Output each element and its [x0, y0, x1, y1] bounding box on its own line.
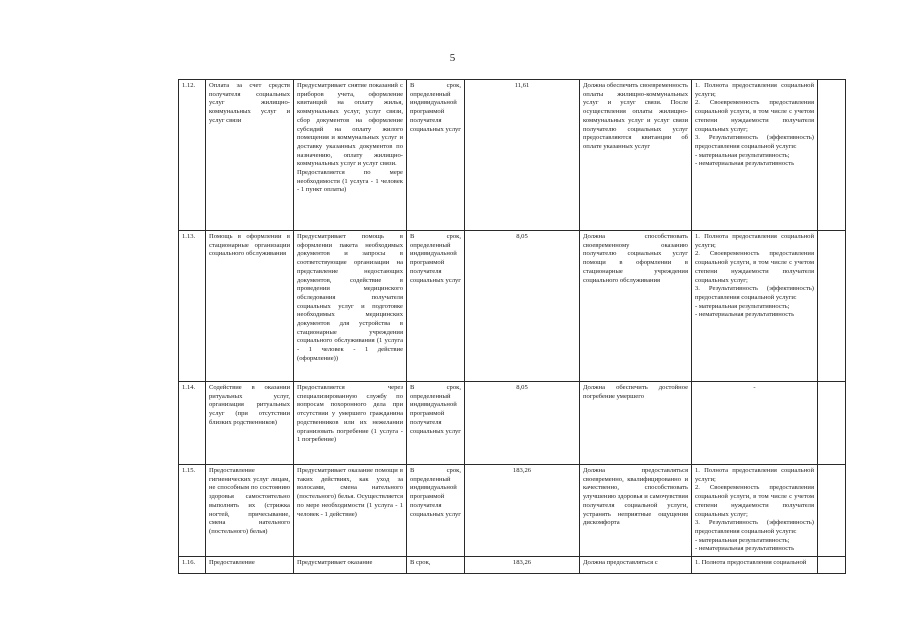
service-price: 183,26 [465, 465, 580, 557]
description-line: Предусматривает оказание [297, 559, 373, 567]
row-number: 1.15. [179, 465, 206, 557]
extra-column [818, 557, 846, 574]
quality-requirements: Должна обеспечить достойное погребение умершего [580, 382, 692, 465]
description-line: Предоставляется по мере необходимости (1 услуга - 1 человек - 1 пункт оплаты) [297, 169, 403, 194]
extra-column [818, 382, 846, 465]
indicator-line: 2. Своевременность предоставления социальной услуги, в том числе с учетом степени нуждаемости получателя социальных услуг; [695, 250, 814, 284]
service-name: Оплата за счет средств получателя социальных услуг жилищно-коммунальных услуг и услуг связи [206, 80, 294, 231]
service-description [294, 557, 407, 574]
service-name: Содействие в оказании ритуальных услуг, организация ритуальных услуг (при отсутствии близких родственников) [206, 382, 294, 465]
indicator-line: - нематериальная результативность [695, 311, 795, 319]
row-number: 1.12. [179, 80, 206, 231]
indicator-line: 1. Полнота предоставления социальной услуги; [695, 467, 814, 483]
table-row [179, 80, 846, 231]
indicator-line: 2. Своевременность предоставления социальной услуги, в том числе с учетом степени нуждаемости получателя социальных услуг; [695, 484, 814, 518]
indicator-line: - материальная результативность; [695, 302, 790, 310]
service-term: В срок, определенный индивидуальной программой получателя социальных услуг [407, 382, 465, 465]
indicator-line: 3. Результативность (эффективность) предоставления социальной услуги: [695, 519, 814, 535]
indicator-line: 1. Полнота предоставления социальной услуги; [695, 82, 814, 98]
service-description [294, 465, 407, 557]
indicator-line: 1. Полнота предоставления социальной [695, 559, 807, 567]
service-price: 183,26 [465, 557, 580, 574]
indicator-line: 3. Результативность (эффективность) предоставления социальной услуги: [695, 134, 814, 150]
quality-indicators: - [692, 382, 818, 465]
service-price: 8,05 [465, 231, 580, 382]
table-row [179, 231, 846, 382]
service-description [294, 231, 407, 382]
row-number: 1.14. [179, 382, 206, 465]
indicator-line: - материальная результативность; [695, 151, 790, 159]
quality-indicators [692, 80, 818, 231]
service-name: Помощь в оформлении в стационарные организации социального обслуживания [206, 231, 294, 382]
quality-indicators [692, 557, 818, 574]
service-term: В срок, определенный индивидуальной программой получателя социальных услуг [407, 465, 465, 557]
service-price: 8,05 [465, 382, 580, 465]
row-number: 1.13. [179, 231, 206, 382]
quality-requirements: Должна предоставляться своевременно, квалифицированно и качественно, способствовать улучшению здоровья и самочувствия получателя социальной услуги, устранять неприятные ощущения дискомфорта [580, 465, 692, 557]
description-line: Предусматривает оказание помощи в таких действиях, как уход за волосами, смена нательного (постельного) белья. Осуществляется по мере необходимости (1 услуга - 1 человек - 1 действие) [297, 467, 403, 518]
quality-requirements: Должна способствовать своевременному оказанию получателю социальных услуг помощи в оформлении в стационарные учреждения социального обслуживания [580, 231, 692, 382]
extra-column [818, 231, 846, 382]
description-line: Предусматривает помощь в оформлении пакета необходимых документов и запросы в соответствующие организации на представление недостающих документов, содействие в проведении медицинского обследования получателя социальных услуг и подготовке необходимых медицинских документов для устройства в стационарные учреждения социального обслуживания (1 услуга - 1 человек - 1 действие (оформление)) [297, 233, 403, 362]
service-term: В срок, [407, 557, 465, 574]
quality-requirements: Должна предоставляться с [580, 557, 692, 574]
quality-indicators [692, 231, 818, 382]
indicator-line: 3. Результативность (эффективность) предоставления социальной услуги: [695, 285, 814, 301]
service-name: Предоставление [206, 557, 294, 574]
extra-column [818, 80, 846, 231]
service-term: В срок, определенный индивидуальной программой получателя социальных услуг [407, 80, 465, 231]
indicator-line: 1. Полнота предоставления социальной услуги; [695, 233, 814, 249]
service-name: Предоставление гигиенических услуг лицам, не способным по состоянию здоровья самостоятельно выполнять их (стрижка ногтей, причесывание, смена нательного (постельного) белья) [206, 465, 294, 557]
quality-requirements: Должна обеспечить своевременность оплаты жилищно-коммунальных услуг и услуг связи. После осуществления оплаты жилищно-коммунальных услуг и услуг связи получателю социальных услуг предоставляются квитанции об оплате указанных услуг [580, 80, 692, 231]
row-number: 1.16. [179, 557, 206, 574]
description-line: Предусматривает снятие показаний с приборов учета, оформление квитанций на оплату жилья, коммунальных услуг, услуг связи, сбор документов на оформление субсидий на оплату жилого помещения и коммунальных услуг и доставку указанных документов по назначению, оплату жилищно-коммунальных услуг и услуг связи. [297, 82, 403, 168]
table-row [179, 382, 846, 465]
indicator-line: - нематериальная результативность [695, 545, 795, 553]
service-term: В срок, определенный индивидуальной программой получателя социальных услуг [407, 231, 465, 382]
indicator-line: - нематериальная результативность [695, 160, 795, 168]
indicator-line: 2. Своевременность предоставления социальной услуги, в том числе с учетом степени нуждаемости получателя социальных услуг; [695, 99, 814, 133]
page-number: 5 [449, 52, 456, 64]
services-table [178, 79, 846, 574]
quality-indicators [692, 465, 818, 557]
table-row [179, 557, 846, 574]
service-price: 11,61 [465, 80, 580, 231]
description-line: Предоставляется через специализированную службу по вопросам похоронного дела при отсутствии у умершего гражданина родственников или их нежелании организовать погребение (1 услуга - 1 погребение) [297, 384, 403, 444]
extra-column [818, 465, 846, 557]
service-description [294, 382, 407, 465]
table-row [179, 465, 846, 557]
service-description [294, 80, 407, 231]
indicator-line: - материальная результативность; [695, 536, 790, 544]
